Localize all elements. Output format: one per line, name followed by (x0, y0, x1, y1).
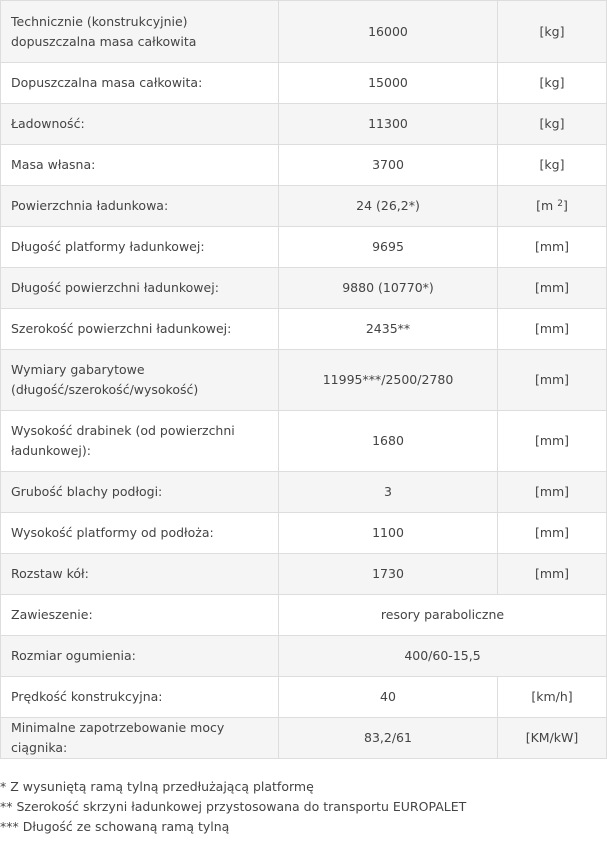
spec-unit: [mm] (498, 309, 607, 350)
table-row (1, 309, 607, 350)
spec-label: Dopuszczalna masa całkowita: (1, 63, 279, 104)
spec-unit: [kg] (498, 63, 607, 104)
spec-unit: [mm] (498, 554, 607, 595)
table-row (1, 350, 607, 411)
spec-unit: [kg] (498, 1, 607, 63)
spec-value: 40 (279, 677, 498, 718)
footnote: *** Długość ze schowaną ramą tylną (0, 819, 230, 834)
table-row (1, 1, 607, 63)
table-row (1, 227, 607, 268)
spec-label: Rozstaw kół: (1, 554, 279, 595)
spec-value: 11995***/2500/2780 (279, 350, 498, 411)
unit-superscript: 2 (557, 199, 563, 209)
spec-label: Powierzchnia ładunkowa: (1, 186, 279, 227)
table-row (1, 268, 607, 309)
footnotes (0, 777, 607, 837)
unit-base: [m (536, 198, 554, 213)
spec-value: 16000 (279, 1, 498, 63)
spec-label: Wysokość platformy od podłoża: (1, 513, 279, 554)
spec-value: 3700 (279, 145, 498, 186)
spec-unit (498, 186, 607, 227)
spec-label: Długość powierzchni ładunkowej: (1, 268, 279, 309)
spec-value: 1730 (279, 554, 498, 595)
footnote: ** Szerokość skrzyni ładunkowej przystosowana do transportu EUROPALET (0, 799, 467, 814)
spec-label: Szerokość powierzchni ładunkowej: (1, 309, 279, 350)
spec-unit: [kg] (498, 104, 607, 145)
spec-unit: [mm] (498, 411, 607, 472)
table-row (1, 411, 607, 472)
spec-value: 3 (279, 472, 498, 513)
spec-value-merged: 400/60-15,5 (279, 636, 607, 677)
spec-unit: [kg] (498, 145, 607, 186)
spec-label: Wysokość drabinek (od powierzchni ładunkowej): (1, 411, 279, 472)
table-row (1, 145, 607, 186)
spec-value-merged: resory paraboliczne (279, 595, 607, 636)
spec-unit: [mm] (498, 227, 607, 268)
table-row (1, 186, 607, 227)
spec-value: 11300 (279, 104, 498, 145)
spec-unit: [mm] (498, 350, 607, 411)
spec-label: Zawieszenie: (1, 595, 279, 636)
spec-unit: [mm] (498, 513, 607, 554)
spec-unit: [mm] (498, 268, 607, 309)
table-row (1, 554, 607, 595)
spec-value: 15000 (279, 63, 498, 104)
spec-unit: [mm] (498, 472, 607, 513)
spec-label: Rozmiar ogumienia: (1, 636, 279, 677)
table-row (1, 472, 607, 513)
table-row (1, 63, 607, 104)
table-row (1, 104, 607, 145)
spec-label: Wymiary gabarytowe (długość/szerokość/wysokość) (1, 350, 279, 411)
spec-label: Masa własna: (1, 145, 279, 186)
spec-unit: [KM/kW] (498, 718, 607, 759)
footnote: * Z wysuniętą ramą tylną przedłużającą platformę (0, 779, 314, 794)
spec-value: 2435** (279, 309, 498, 350)
spec-label: Grubość blachy podłogi: (1, 472, 279, 513)
table-row (1, 677, 607, 718)
spec-label: Technicznie (konstrukcyjnie) dopuszczalna masa całkowita (1, 1, 279, 63)
table-row (1, 513, 607, 554)
spec-label: Minimalne zapotrzebowanie mocy ciągnika: (1, 718, 279, 759)
table-row (1, 595, 607, 636)
spec-label: Prędkość konstrukcyjna: (1, 677, 279, 718)
spec-label: Ładowność: (1, 104, 279, 145)
spec-value: 1680 (279, 411, 498, 472)
spec-unit: [km/h] (498, 677, 607, 718)
spec-value: 24 (26,2*) (279, 186, 498, 227)
spec-value: 9880 (10770*) (279, 268, 498, 309)
table-row (1, 718, 607, 759)
unit-closing-bracket: ] (562, 198, 568, 213)
spec-value: 9695 (279, 227, 498, 268)
spec-value: 83,2/61 (279, 718, 498, 759)
spec-value: 1100 (279, 513, 498, 554)
specification-table-body (1, 1, 607, 759)
table-row (1, 636, 607, 677)
spec-label: Długość platformy ładunkowej: (1, 227, 279, 268)
